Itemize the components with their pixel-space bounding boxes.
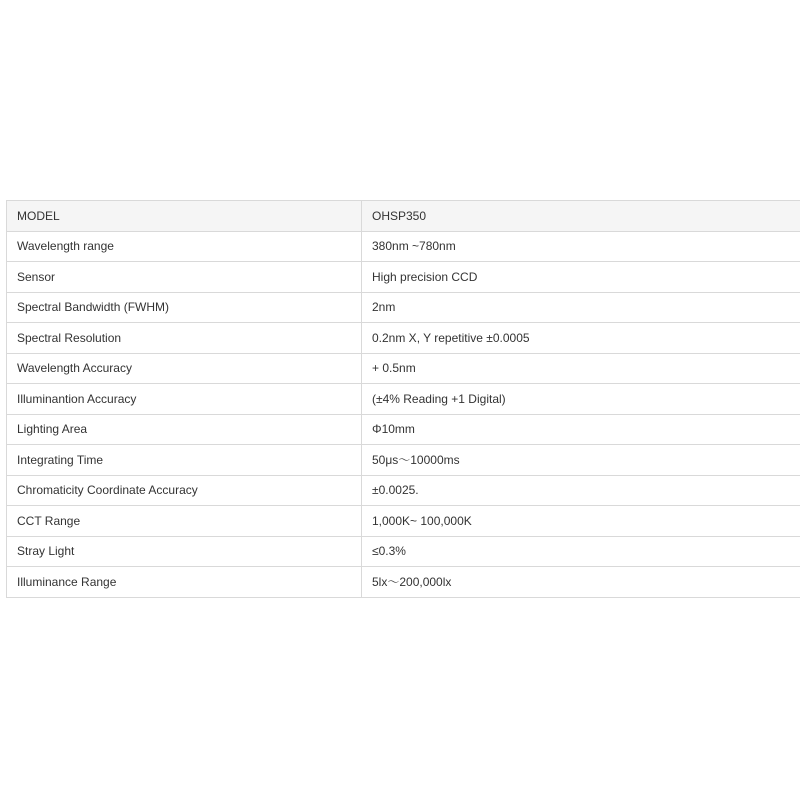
spec-value: Φ10mm xyxy=(362,414,800,445)
table-row xyxy=(7,536,800,567)
table-row xyxy=(7,445,800,476)
table-row xyxy=(7,292,800,323)
spec-label: MODEL xyxy=(7,201,362,232)
spec-label: Integrating Time xyxy=(7,445,362,476)
spec-label: Spectral Bandwidth (FWHM) xyxy=(7,292,362,323)
spec-value: OHSP350 xyxy=(362,201,800,232)
spec-value: 0.2nm X, Y repetitive ±0.0005 xyxy=(362,323,800,354)
table-row xyxy=(7,384,800,415)
spec-label: Wavelength Accuracy xyxy=(7,353,362,384)
table-row xyxy=(7,262,800,293)
spec-value: (±4% Reading +1 Digital) xyxy=(362,384,800,415)
spec-value: High precision CCD xyxy=(362,262,800,293)
spec-value: + 0.5nm xyxy=(362,353,800,384)
spec-value: 50μs～10000ms xyxy=(362,445,800,476)
table-row xyxy=(7,231,800,262)
spec-label: Sensor xyxy=(7,262,362,293)
table-row xyxy=(7,353,800,384)
table-row xyxy=(7,201,800,232)
spec-value: 380nm ~780nm xyxy=(362,231,800,262)
spec-label: Stray Light xyxy=(7,536,362,567)
table-row xyxy=(7,323,800,354)
spec-value: 2nm xyxy=(362,292,800,323)
table-row xyxy=(7,475,800,506)
spec-label: Spectral Resolution xyxy=(7,323,362,354)
spec-value: ≤0.3% xyxy=(362,536,800,567)
spec-table xyxy=(6,200,800,598)
spec-label: Wavelength range xyxy=(7,231,362,262)
spec-value: ±0.0025. xyxy=(362,475,800,506)
spec-label: CCT Range xyxy=(7,506,362,537)
table-row xyxy=(7,567,800,598)
spec-label: Illuminance Range xyxy=(7,567,362,598)
table-row xyxy=(7,414,800,445)
table-row xyxy=(7,506,800,537)
spec-value: 1,000K~ 100,000K xyxy=(362,506,800,537)
spec-label: Lighting Area xyxy=(7,414,362,445)
spec-label: Chromaticity Coordinate Accuracy xyxy=(7,475,362,506)
spec-label: Illuminantion Accuracy xyxy=(7,384,362,415)
spec-value: 5lx～200,000lx xyxy=(362,567,800,598)
